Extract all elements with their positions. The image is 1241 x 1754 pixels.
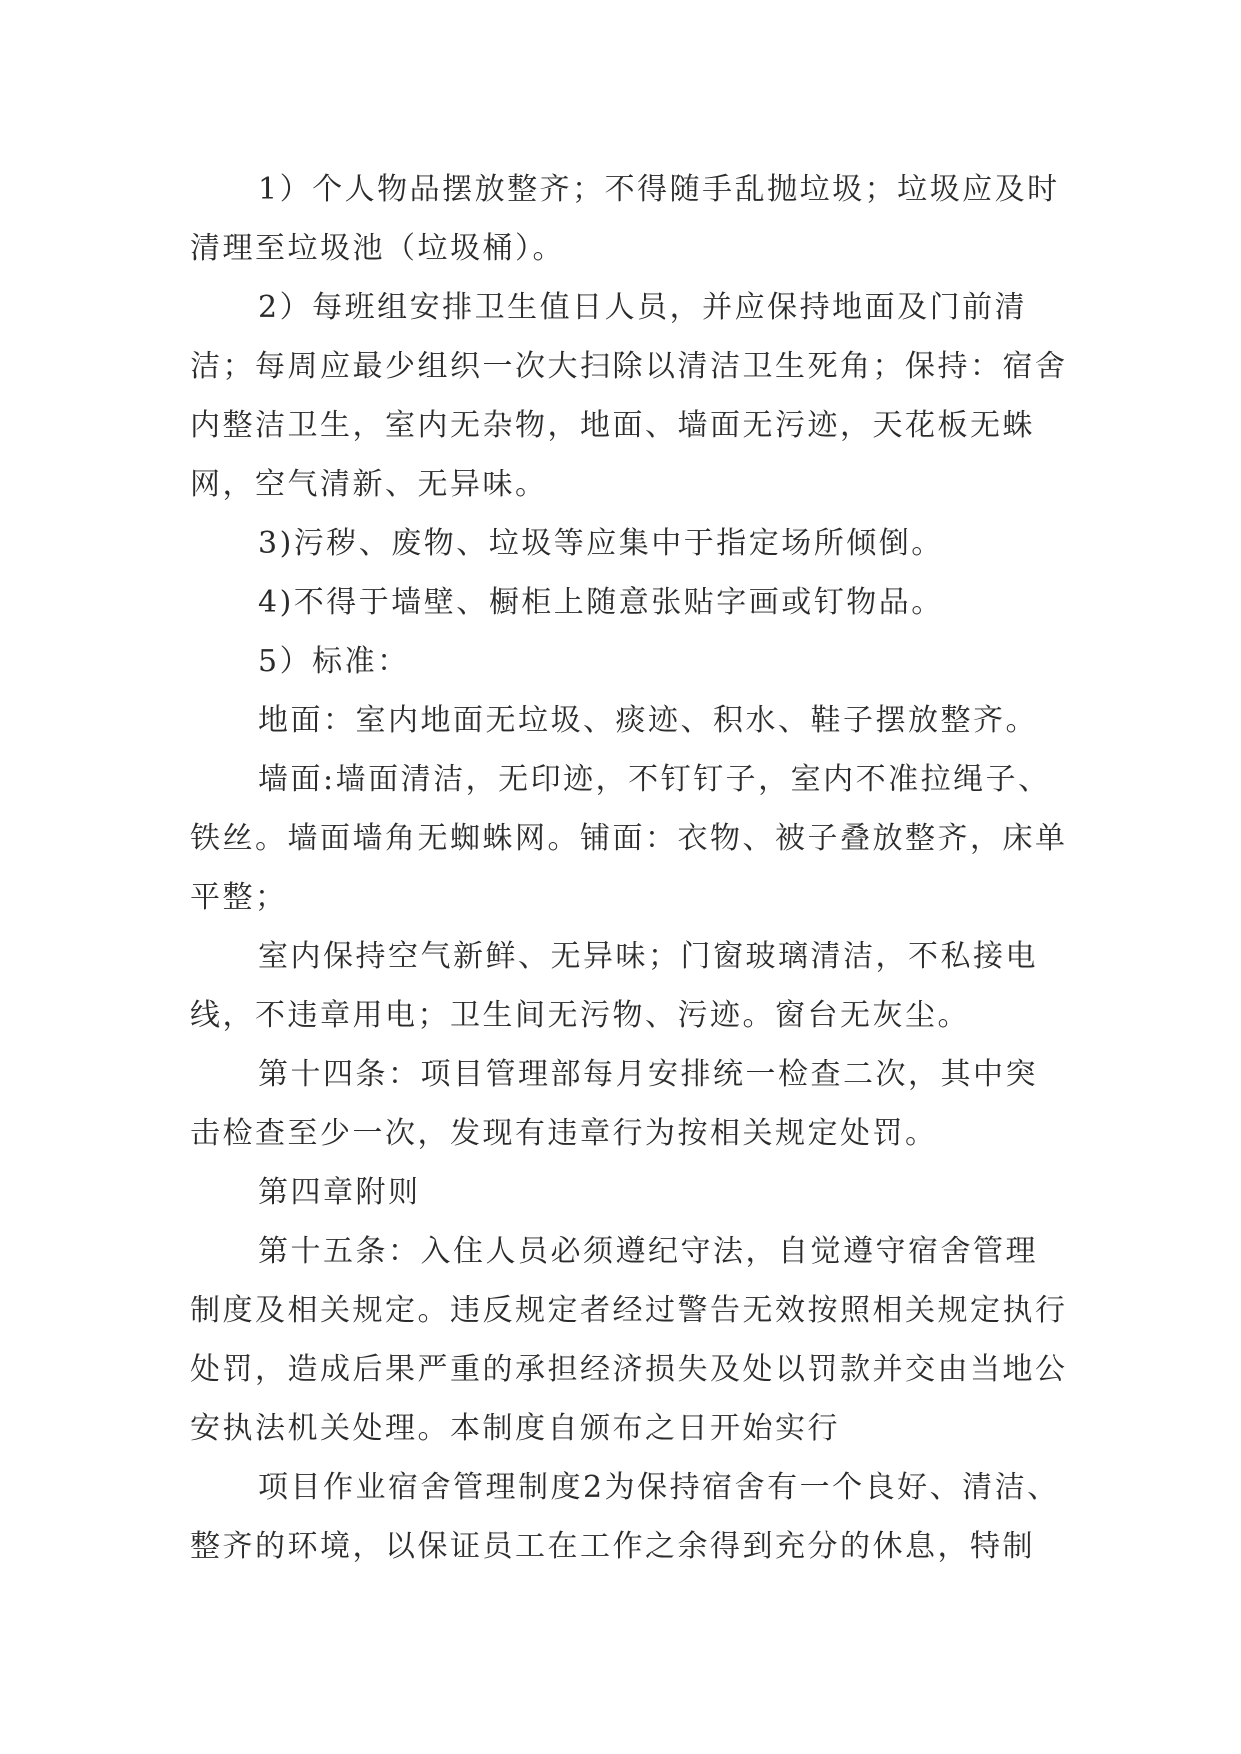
paragraph-item-2-duty-roster: 2）每班组安排卫生值日人员，并应保持地面及门前清洁；每周应最少组织一次大扫除以清洁卫生死角；保持：宿舍内整洁卫生，室内无杂物，地面、墙面无污迹，天花板无蛛网，空气清新、无异味。 [190,290,1068,502]
paragraph-item-3-waste-disposal: 3)污秽、废物、垃圾等应集中于指定场所倾倒。 [258,526,944,561]
chapter-heading-supplementary: 第四章附则 [258,1175,421,1210]
paragraph-item-4-no-posting: 4)不得于墙壁、橱柜上随意张贴字画或钉物品。 [258,585,944,620]
paragraph-article-14: 第十四条：项目管理部每月安排统一检查二次，其中突击检查至少一次，发现有违章行为按相关规定处罚。 [190,1057,1038,1151]
document-body [190,160,1070,1576]
paragraph-indoor-standard: 室内保持空气新鲜、无异味；门窗玻璃清洁，不私接电线，不违章用电；卫生间无污物、污迹。窗台无灰尘。 [190,939,1038,1033]
paragraph-floor-standard: 地面：室内地面无垃圾、痰迹、积水、鞋子摆放整齐。 [258,703,1038,738]
paragraph-item-5-standards-heading: 5）标准： [258,644,410,679]
paragraph-wall-standard: 墙面:墙面清洁，无印迹，不钉钉子，室内不准拉绳子、铁丝。墙面墙角无蜘蛛网。铺面：衣物、被子叠放整齐，床单平整； [190,762,1068,915]
paragraph-system-2-intro: 项目作业宿舍管理制度2为保持宿舍有一个良好、清洁、整齐的环境，以保证员工在工作之余得到充分的休息，特制 [190,1470,1060,1564]
paragraph-item-1-cleanliness: 1）个人物品摆放整齐；不得随手乱抛垃圾；垃圾应及时清理至垃圾池（垃圾桶）。 [190,172,1060,266]
paragraph-article-15: 第十五条：入住人员必须遵纪守法，自觉遵守宿舍管理制度及相关规定。违反规定者经过警告无效按照相关规定执行处罚，造成后果严重的承担经济损失及处以罚款并交由当地公安执法机关处理。本制度自颁布之日开始实行 [190,1234,1068,1446]
